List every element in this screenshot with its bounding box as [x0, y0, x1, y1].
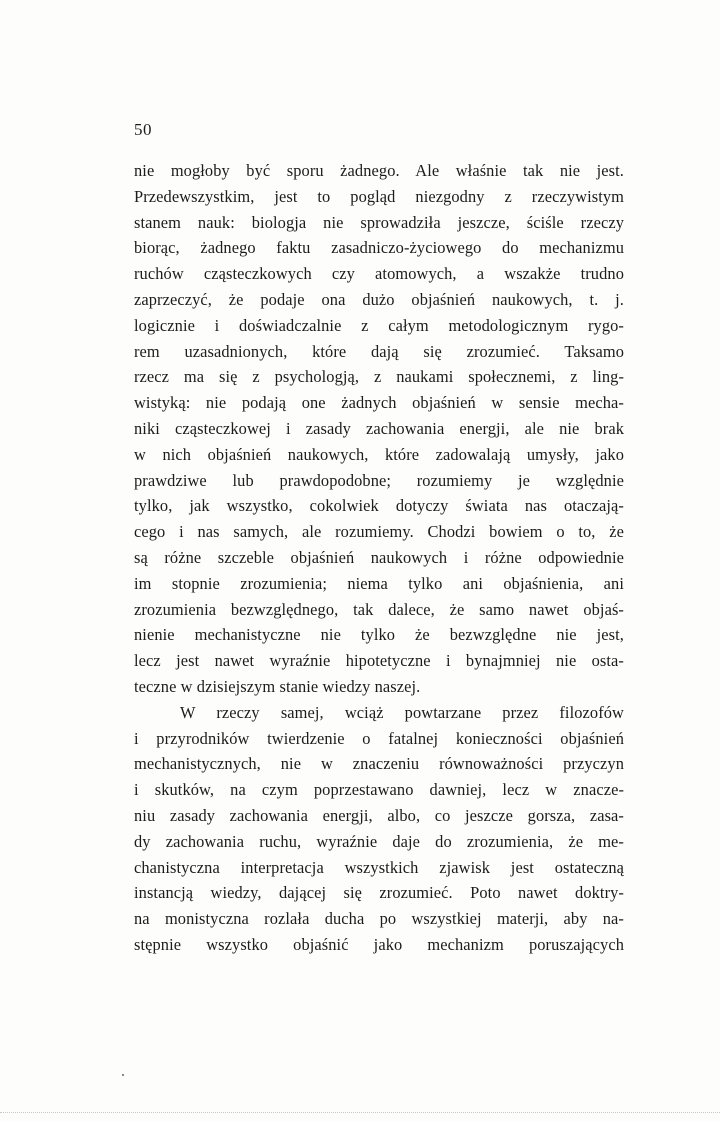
- text-line: rem uzasadnionych, które dają się zrozumieć. Taksamo: [134, 341, 624, 361]
- text-line: teczne w dzisiejszym stanie wiedzy naszej.: [134, 676, 421, 696]
- text-line: wistyką: nie podają one żadnych objaśnień w sensie mecha-: [134, 393, 624, 413]
- page-number: 50: [134, 120, 152, 139]
- text-line: im stopnie zrozumienia; niema tylko ani objaśnienia, ani: [134, 573, 624, 593]
- text-line: mechanistycznych, nie w znaczeniu równoważności przyczyn: [134, 754, 624, 774]
- text-line: tylko, jak wszystko, cokolwiek dotyczy świata nas otaczają-: [134, 496, 624, 516]
- text-line: rzecz ma się z psychologją, z naukami społecznemi, z ling-: [134, 367, 624, 387]
- paragraph: [134, 158, 624, 700]
- text-line: nienie mechanistyczne nie tylko że bezwzględne nie jest,: [134, 625, 624, 645]
- text-line: instancją wiedzy, dającej się zrozumieć. Poto nawet doktry-: [134, 883, 624, 903]
- text-line: nie mogłoby być sporu żadnego. Ale właśnie tak nie jest.: [134, 161, 624, 180]
- text-line: chanistyczna interpretacja wszystkich zjawisk jest ostateczną: [134, 857, 624, 877]
- text-line: niu zasady zachowania energji, albo, co jeszcze gorsza, zasa-: [134, 805, 624, 825]
- text-line: biorąc, żadnego faktu zasadniczo-życiowego do mechanizmu: [134, 238, 624, 258]
- text-line: i skutków, na czym poprzestawano dawniej, lecz w znacze-: [134, 780, 624, 800]
- text-line: są różne szczeble objaśnień naukowych i różne odpowiednie: [134, 547, 624, 567]
- text-line: i przyrodników twierdzenie o fatalnej konieczności objaśnień: [134, 728, 624, 748]
- page-edge: [0, 1112, 720, 1113]
- text-line: W rzeczy samej, wciąż powtarzane przez filozofów: [180, 702, 624, 722]
- text-line: zrozumienia bezwzględnego, tak dalece, że samo nawet objaś-: [134, 599, 624, 619]
- text-line: dy zachowania ruchu, wyraźnie daje do zrozumienia, że me-: [134, 831, 624, 851]
- text-line: lecz jest nawet wyraźnie hipotetyczne i bynajmniej nie osta-: [134, 651, 624, 671]
- text-line: ruchów cząsteczkowych czy atomowych, a wszakże trudno: [134, 264, 624, 284]
- text-line: zaprzeczyć, że podaje ona dużo objaśnień naukowych, t. j.: [134, 289, 624, 309]
- text-line: Przedewszystkim, jest to pogląd niezgodny z rzeczywistym: [134, 186, 624, 206]
- text-line: cego i nas samych, ale rozumiemy. Chodzi bowiem o to, że: [134, 522, 624, 542]
- text-line: stępnie wszystko objaśnić jako mechanizm poruszających: [134, 934, 624, 954]
- text-line: na monistyczna rozlała ducha po wszystkiej materji, aby na-: [134, 909, 624, 929]
- body-text: [134, 158, 624, 958]
- text-line: w nich objaśnień naukowych, które zadowalają umysły, jako: [134, 444, 624, 464]
- text-line: stanem nauk: biologja nie sprowadziła jeszcze, ściśle rzeczy: [134, 212, 624, 232]
- text-line: logicznie i doświadczalnie z całym metodologicznym rygo-: [134, 315, 624, 335]
- text-line: niki cząsteczkowej i zasady zachowania energji, ale nie brak: [134, 418, 624, 438]
- text-line: prawdziwe lub prawdopodobne; rozumiemy je względnie: [134, 470, 624, 490]
- paper-speck: [122, 1074, 124, 1076]
- paragraph: [134, 700, 624, 958]
